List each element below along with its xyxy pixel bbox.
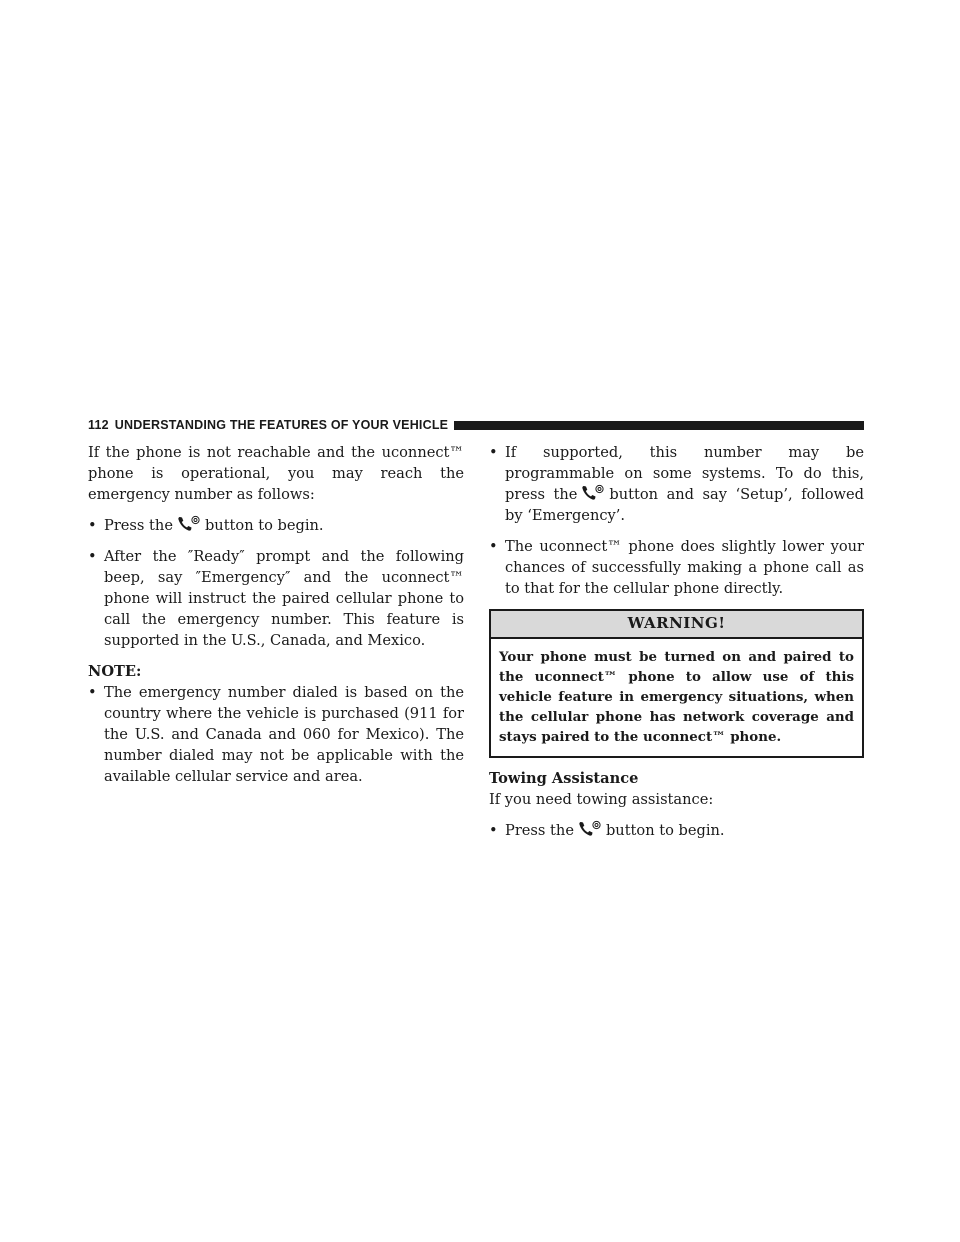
bullet-text: button to begin. [605,822,725,839]
phone-voice-icon [578,820,602,838]
bullet-text: Press the [505,822,574,839]
list-item [489,820,864,841]
warning-box [489,609,864,758]
section-title: UNDERSTANDING THE FEATURES OF YOUR VEHICLE [114,418,449,432]
header-rule [454,421,864,430]
list-item: • After the ″Ready″ prompt and the following beep, say ″Emergency″ and the uconnect™ phone will instruct the paired cellular phone to call the emergency number. This feature is supported in the U.S., Canada, and Mexico. [88,546,464,651]
list-item: • The uconnect™ phone does slightly lower your chances of successfully making a phone call as to that for the cellular phone directly. [489,536,864,599]
emergency-steps-list [88,515,464,651]
emergency-info-list [489,442,864,599]
towing-steps-list [489,820,864,841]
left-column [88,442,464,797]
bullet-text: button to begin. [204,517,324,534]
right-column [489,442,864,851]
bullet-text: Press the [104,517,173,534]
note-list [88,682,464,787]
list-item: • The emergency number dialed is based on the country where the vehicle is purchased (911 for the U.S. and Canada and 060 for Mexico). The number dialed may not be applicable with the available cellular service and area. [88,682,464,787]
note-label: NOTE: [88,663,142,680]
page-number: 112 [88,418,109,432]
warning-body: Your phone must be turned on and paired to the uconnect™ phone to allow use of this vehicle feature in emergency situations, when the cellular phone has network coverage and stays paired to the uconnect™ phone. [499,649,854,745]
warning-title: WARNING! [491,611,862,639]
intro-paragraph: If the phone is not reachable and the uconnect™ phone is operational, you may reach the emergency number as follows: [88,444,464,503]
list-item [88,515,464,536]
list-item [489,442,864,526]
towing-intro: If you need towing assistance: [489,791,714,808]
bullet-text: button and say ‘Setup’, followed by ‘Emergency’. [505,486,864,524]
phone-voice-icon [581,484,605,502]
towing-heading: Towing Assistance [489,770,639,787]
page-header [88,416,864,434]
bullet-text: If supported, this number may be programmable on some systems. To do this, press the [505,444,864,503]
phone-voice-icon [177,515,201,533]
